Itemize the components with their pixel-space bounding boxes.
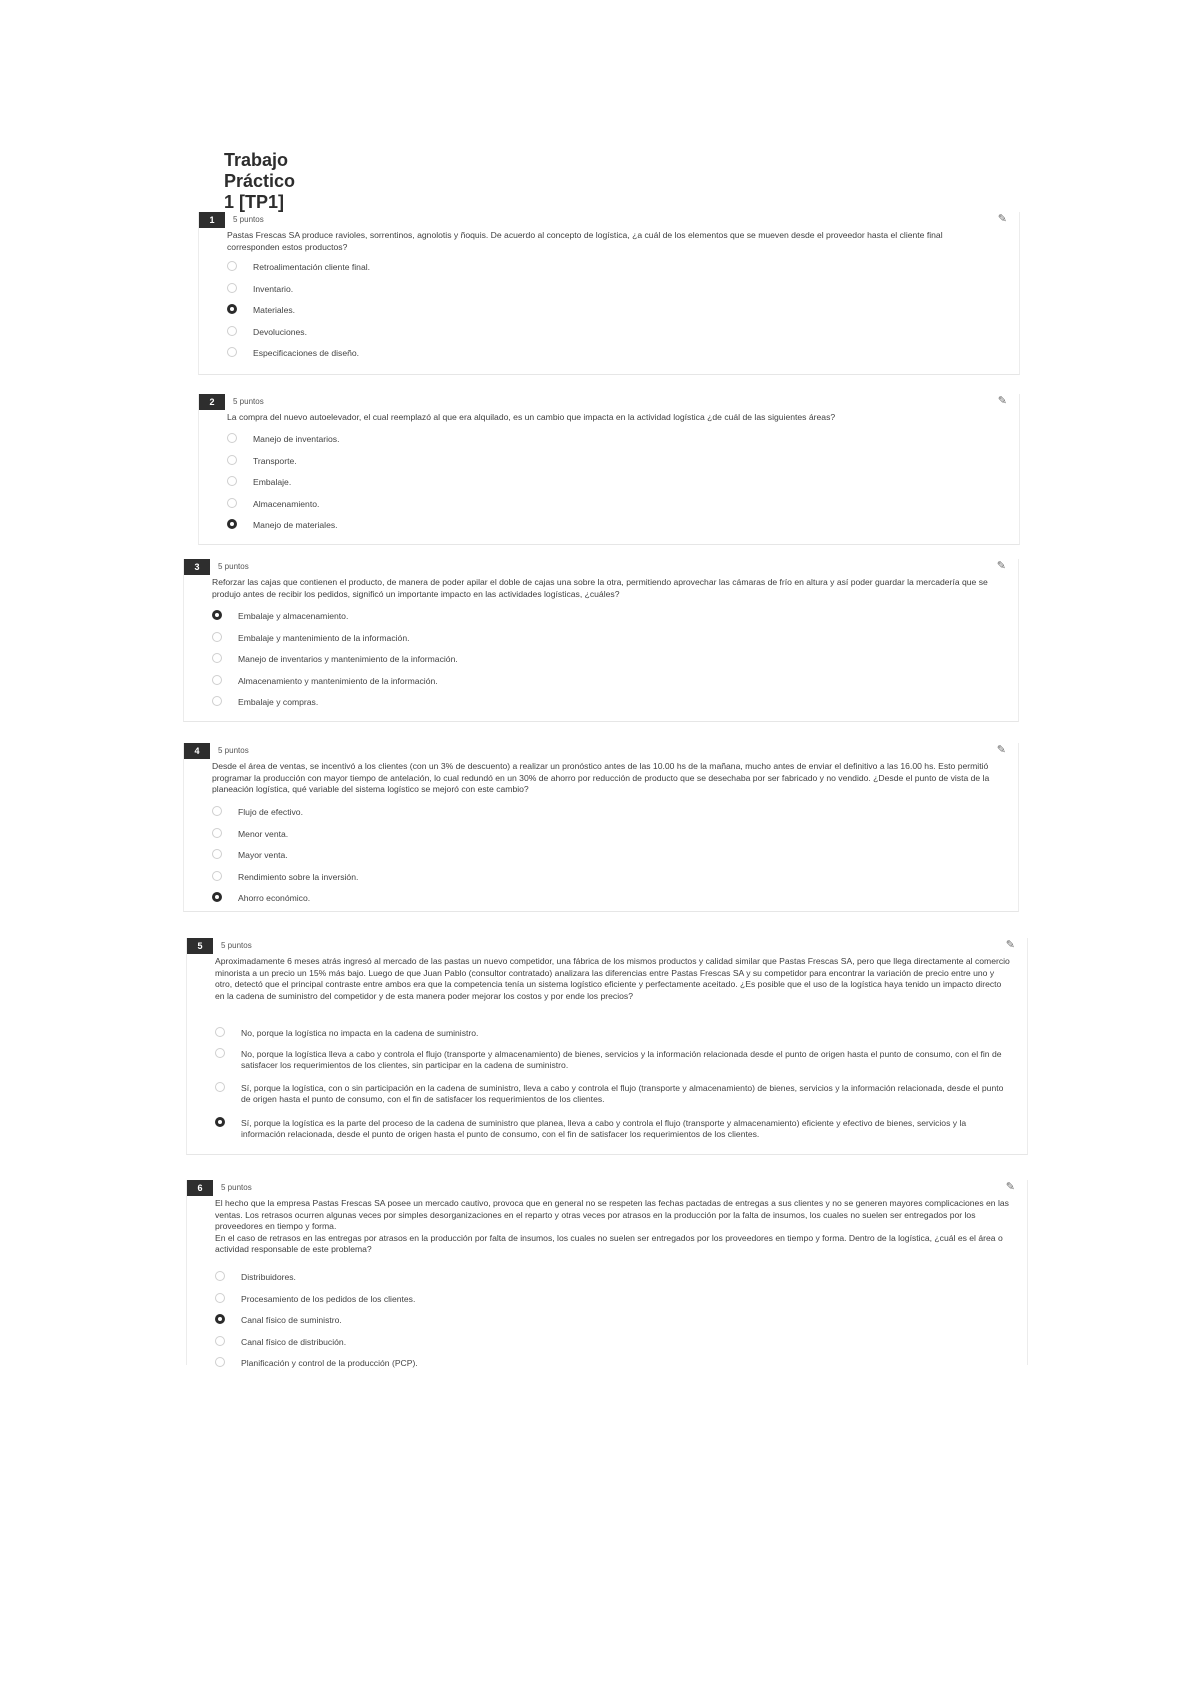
question-6	[186, 1180, 1028, 1368]
option-item[interactable]	[227, 327, 997, 338]
option-item[interactable]	[212, 697, 998, 708]
option-label: Especificaciones de diseño.	[253, 348, 360, 358]
option-item[interactable]	[212, 676, 998, 687]
question-3	[183, 559, 1019, 722]
question-points: 5 puntos	[221, 941, 252, 950]
radio-unselected[interactable]	[212, 653, 222, 663]
question-number-badge: 4	[184, 743, 210, 759]
option-item[interactable]	[227, 262, 997, 273]
radio-unselected[interactable]	[227, 455, 237, 465]
question-paragraph: La compra del nuevo autoelevador, el cual reemplazó al que era alquilado, es un cambio que impacta en la actividad logística ¿de cuál de las siguientes áreas?	[227, 412, 836, 422]
options-list	[227, 262, 997, 359]
radio-unselected[interactable]	[212, 806, 222, 816]
radio-unselected[interactable]	[227, 261, 237, 271]
radio-unselected[interactable]	[227, 283, 237, 293]
question-paragraph: Desde el área de ventas, se incentivó a los clientes (con un 3% de descuento) a realizar un pronóstico antes de las 10.00 hs de la mañana, mucho antes de enviar el definitivo a las 16.00 hs. Esto permitió programar la producción con mayor tiempo de antelación, lo cual redundó en un 30% de ahorro por reducción de producto que se desechaba por ser fabricado y no vendido. ¿Desde el punto de vista de la planeación logística, qué variable del sistema logístico se mejoró con este cambio?	[212, 761, 990, 795]
option-label: No, porque la logística no impacta en la cadena de suministro.	[241, 1028, 479, 1038]
question-text	[227, 230, 997, 253]
option-label: Devoluciones.	[253, 326, 307, 337]
question-number-badge: 2	[199, 394, 225, 410]
option-label: Embalaje y almacenamiento.	[238, 611, 349, 621]
question-points: 5 puntos	[218, 746, 249, 755]
option-item[interactable]	[212, 829, 998, 840]
options-list	[212, 807, 998, 904]
option-label: No, porque la logística lleva a cabo y controla el flujo (transporte y almacenamiento) de bienes, servicios y la información relacionada desde el punto de origen hasta el punto de consumo, con el fin de satisfacer los requerimientos de los clientes, sin participar en la cadena de suministro.	[241, 1049, 1002, 1070]
option-label: Manejo de inventarios.	[253, 434, 340, 444]
question-number-badge: 1	[199, 212, 225, 228]
radio-selected[interactable]	[212, 892, 222, 902]
option-label: Manejo de inventarios y mantenimiento de la información.	[238, 654, 458, 664]
radio-unselected[interactable]	[215, 1357, 225, 1367]
radio-unselected[interactable]	[215, 1271, 225, 1281]
question-text	[212, 761, 998, 796]
radio-unselected[interactable]	[212, 849, 222, 859]
radio-unselected[interactable]	[215, 1048, 225, 1058]
option-item[interactable]	[215, 1272, 1011, 1283]
option-item[interactable]	[215, 1358, 1011, 1369]
option-label: Canal físico de distribución.	[241, 1336, 347, 1347]
question-points: 5 puntos	[221, 1183, 252, 1192]
radio-selected[interactable]	[227, 304, 237, 314]
option-item[interactable]	[215, 1028, 1011, 1039]
option-item[interactable]	[212, 807, 998, 818]
option-item[interactable]	[212, 893, 998, 904]
option-label: Flujo de efectivo.	[238, 807, 303, 817]
radio-unselected[interactable]	[227, 498, 237, 508]
radio-unselected[interactable]	[227, 347, 237, 357]
option-item[interactable]	[212, 633, 998, 644]
option-label: Almacenamiento.	[253, 498, 320, 509]
option-label: Transporte.	[253, 455, 297, 466]
radio-unselected[interactable]	[212, 871, 222, 881]
options-list	[227, 434, 997, 531]
radio-unselected[interactable]	[227, 326, 237, 336]
option-item[interactable]	[227, 499, 997, 510]
option-item[interactable]	[215, 1294, 1011, 1305]
option-item[interactable]	[227, 520, 997, 531]
question-text	[227, 412, 997, 424]
question-number-badge: 6	[187, 1180, 213, 1196]
option-label: Retroalimentación cliente final.	[253, 262, 371, 272]
option-item[interactable]	[212, 872, 998, 883]
option-label: Canal físico de suministro.	[241, 1315, 342, 1325]
options-list	[215, 1272, 1011, 1369]
option-item[interactable]	[227, 305, 997, 316]
pin-icon[interactable]: ✎	[1005, 939, 1015, 951]
option-label: Sí, porque la logística, con o sin participación en la cadena de suministro, lleva a cabo y controla el flujo (transporte y almacenamiento) de bienes, servicios y la información relacionada, desde el punto de origen hasta el punto de consumo, con el fin de satisfacer los requerimientos de los clientes.	[241, 1083, 1004, 1104]
option-label: Procesamiento de los pedidos de los clientes.	[241, 1293, 416, 1304]
option-label: Materiales.	[253, 305, 296, 315]
option-label: Rendimiento sobre la inversión.	[238, 871, 359, 882]
radio-unselected[interactable]	[215, 1293, 225, 1303]
question-number-badge: 5	[187, 938, 213, 954]
option-label: Inventario.	[253, 283, 294, 294]
radio-unselected[interactable]	[212, 828, 222, 838]
pin-icon[interactable]: ✎	[997, 213, 1007, 225]
option-item[interactable]	[215, 1315, 1011, 1326]
question-4	[183, 743, 1019, 912]
option-item[interactable]	[215, 1337, 1011, 1348]
option-label: Sí, porque la logística es la parte del proceso de la cadena de suministro que planea, lleva a cabo y controla el flujo (transporte y almacenamiento) eficiente y efectivo de bienes, servicios y la información relacionada, desde el punto de origen hasta el punto de consumo, con el fin de satisfacer los requerimientos de los clientes.	[241, 1118, 967, 1139]
radio-selected[interactable]	[215, 1314, 225, 1324]
page-title: Trabajo Práctico 1 [TP1]	[224, 150, 296, 212]
question-paragraph: Pastas Frescas SA produce ravioles, sorrentinos, agnolotis y ñoquis. De acuerdo al concepto de logística, ¿a cuál de los elementos que se mueven desde el proveedor hasta el cliente final corresponden estos productos?	[227, 230, 943, 252]
option-item[interactable]	[227, 284, 997, 295]
pin-icon[interactable]: ✎	[996, 744, 1006, 756]
option-item[interactable]	[215, 1083, 1011, 1107]
radio-unselected[interactable]	[212, 696, 222, 706]
option-item[interactable]	[227, 477, 997, 488]
options-list	[212, 611, 998, 708]
radio-unselected[interactable]	[215, 1082, 225, 1092]
option-item[interactable]	[227, 348, 997, 359]
radio-unselected[interactable]	[215, 1336, 225, 1346]
question-points: 5 puntos	[218, 562, 249, 571]
option-label: Embalaje y compras.	[238, 697, 319, 707]
radio-selected[interactable]	[215, 1117, 225, 1127]
question-paragraph: En el caso de retrasos en las entregas por atrasos en la producción por falta de insumos, los cuales no suelen ser entregados por los proveedores en tiempo y forma. Dentro de la logística, ¿cuál es el área o actividad responsable de este problema?	[215, 1232, 1003, 1255]
option-item[interactable]	[212, 611, 998, 622]
question-paragraph: Reforzar las cajas que contienen el producto, de manera de poder apilar el doble de cajas una sobre la otra, permitiendo aprovechar las cámaras de frío en altura y así poder guardar la mercadería que se produjo antes de recibir los pedidos, significó un importante impacto en las actividades logísticas, ¿cuáles?	[212, 577, 988, 599]
pin-icon[interactable]: ✎	[1005, 1181, 1015, 1193]
options-list	[215, 1028, 1011, 1142]
question-paragraph: Aproximadamente 6 meses atrás ingresó al mercado de las pastas un nuevo competidor, una fábrica de los mismos productos y calidad similar que Pastas Frescas SA, pero que llega directamente al comercio minorista a un precio un 15% más bajo. Luego de que Juan Pablo (consultor contratado) analizara las diferencias entre Pastas Frescas SA y su competidor para encontrar la variación de precio entre uno y otro, detectó que el principal contraste entre ambos era que la competencia tenía un sistema logístico eficiente y perfectamente aceitado. ¿Es posible que el uso de la logística haya tenido un impacto directo en la cadena de suministro del competidor y de esta manera poder mejorar los costos y por ende los precios?	[215, 956, 1010, 1001]
option-label: Embalaje.	[253, 477, 292, 487]
option-item[interactable]	[212, 654, 998, 665]
option-item[interactable]	[215, 1118, 1011, 1142]
question-paragraph: El hecho que la empresa Pastas Frescas SA posee un mercado cautivo, provoca que en general no se respeten las fechas pactadas de entregas a sus clientes y no se generen mayores complicaciones en las ventas. Los retrasos ocurren algunas veces por simples desorganizaciones en el reparto y otras veces por atrasos en la producción por la falta de insumos, los cuales no suelen ser entregados por los proveedores en tiempo y forma.	[215, 1198, 1009, 1232]
question-points: 5 puntos	[233, 215, 264, 224]
radio-unselected[interactable]	[227, 476, 237, 486]
option-item[interactable]	[215, 1049, 1011, 1073]
radio-unselected[interactable]	[212, 632, 222, 642]
radio-selected[interactable]	[212, 610, 222, 620]
question-points: 5 puntos	[233, 397, 264, 406]
option-label: Embalaje y mantenimiento de la información.	[238, 632, 410, 643]
question-1	[198, 212, 1020, 375]
option-label: Almacenamiento y mantenimiento de la información.	[238, 675, 438, 686]
pin-icon[interactable]: ✎	[996, 560, 1006, 572]
radio-unselected[interactable]	[215, 1027, 225, 1037]
question-number-badge: 3	[184, 559, 210, 575]
option-item[interactable]	[212, 850, 998, 861]
option-label: Manejo de materiales.	[253, 520, 338, 530]
option-label: Mayor venta.	[238, 850, 288, 860]
question-text	[212, 577, 998, 600]
radio-unselected[interactable]	[227, 433, 237, 443]
radio-unselected[interactable]	[212, 675, 222, 685]
option-item[interactable]	[227, 456, 997, 467]
question-text	[215, 1198, 1011, 1256]
option-label: Distribuidores.	[241, 1272, 296, 1282]
option-item[interactable]	[227, 434, 997, 445]
option-label: Ahorro económico.	[238, 893, 311, 903]
question-text	[215, 956, 1011, 1002]
option-label: Planificación y control de la producción (PCP).	[241, 1358, 418, 1368]
radio-selected[interactable]	[227, 519, 237, 529]
option-label: Menor venta.	[238, 828, 289, 839]
question-2	[198, 394, 1020, 545]
question-5	[186, 938, 1028, 1155]
pin-icon[interactable]: ✎	[997, 395, 1007, 407]
